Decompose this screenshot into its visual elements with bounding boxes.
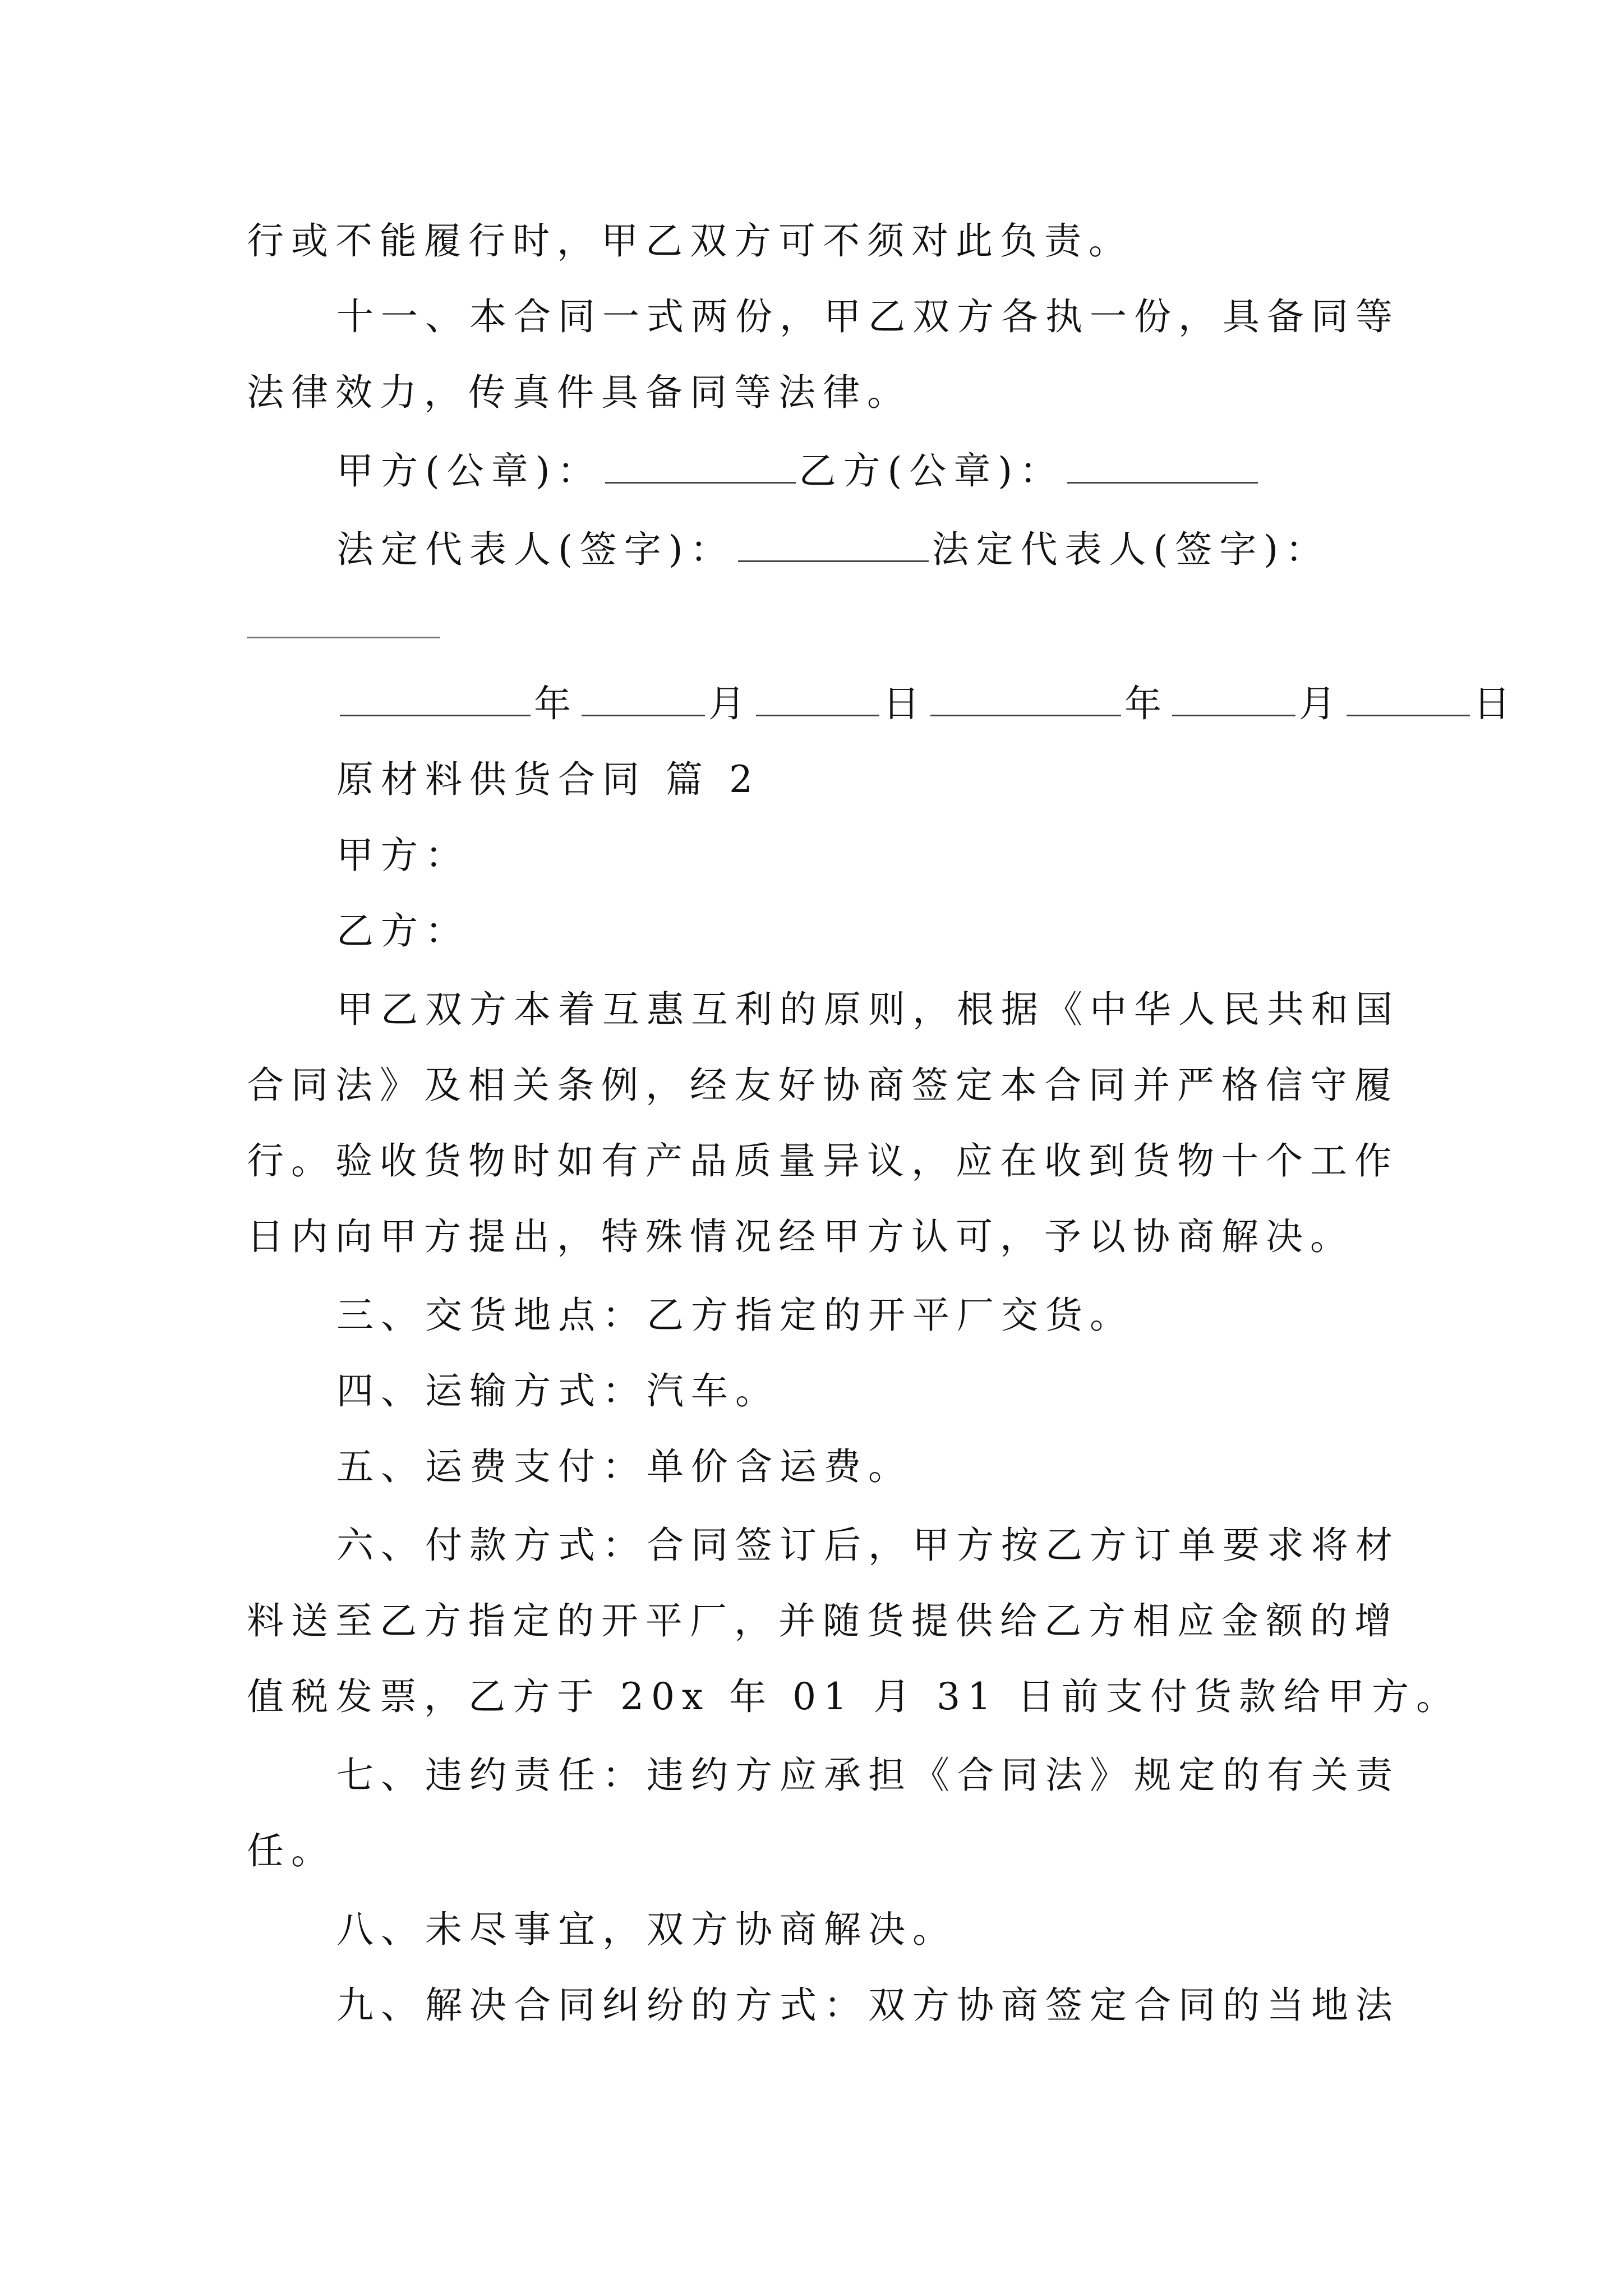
party-b-label: 乙方： (336, 909, 469, 953)
date-day-label: 日 (1473, 682, 1518, 725)
party-b-representative-label: 法定代表人(签字)： (932, 528, 1330, 571)
signature-line-representative (336, 524, 1330, 575)
paragraph-line: 七、违约责任：违约方应承担《合同法》规定的有关责 (336, 1754, 1400, 1797)
paragraph-line: 行。验收货物时如有产品质量异议，应在收到货物十个工作 (247, 1139, 1399, 1182)
paragraph-line: 六、付款方式：合同签订后，甲方按乙方订单要求将材 (336, 1524, 1400, 1567)
date-day-label: 日 (883, 682, 927, 725)
date-line (336, 679, 1518, 729)
blank-field (582, 683, 705, 716)
date-year-label: 年 (1124, 682, 1169, 725)
paragraph-line: 合同法》及相关条例，经友好协商签定本合同并严格信守履 (247, 1064, 1399, 1107)
blank-field (930, 683, 1121, 716)
party-a-label: 甲方： (336, 834, 469, 877)
paragraph-line: 料送至乙方指定的开平厂，并随货提供给乙方相应金额的增 (247, 1599, 1399, 1642)
paragraph-line: 日内向甲方提出，特殊情况经甲方认可，予以协商解决。 (247, 1215, 1354, 1258)
date-year-label: 年 (534, 682, 578, 725)
blank-field (1172, 683, 1295, 716)
party-a-representative-label: 法定代表人(签字)： (336, 528, 735, 571)
paragraph-line: 五、运费支付：单价含运费。 (336, 1445, 912, 1488)
party-b-seal-label: 乙方(公章)： (799, 449, 1064, 493)
paragraph-line: 九、解决合同纠纷的方式：双方协商签定合同的当地法 (336, 1984, 1400, 2027)
paragraph-line: 甲乙双方本着互惠互利的原则，根据《中华人民共和国 (336, 988, 1400, 1031)
paragraph-line: 行或不能履行时，甲乙双方可不须对此负责。 (247, 219, 1133, 263)
paragraph-line: 值税发票，乙方于 20x 年 01 月 31 日前支付货款给甲方。 (247, 1675, 1461, 1718)
party-a-seal-label: 甲方(公章)： (336, 449, 602, 493)
blank-field (1067, 450, 1258, 484)
date-month-label: 月 (1299, 682, 1343, 725)
paragraph-line: 法律效力，传真件具备同等法律。 (247, 371, 911, 414)
signature-line-seal (336, 446, 1261, 496)
blank-field (738, 529, 929, 562)
blank-field (605, 450, 796, 484)
paragraph-line: 三、交货地点：乙方指定的开平厂交货。 (336, 1294, 1134, 1337)
paragraph-line: 十一、本合同一式两份，甲乙双方各执一份，具备同等 (336, 295, 1400, 338)
paragraph-line: 八、未尽事宜，双方协商解决。 (336, 1908, 957, 1951)
blank-field (340, 683, 531, 716)
blank-field (1347, 683, 1470, 716)
blank-field (756, 683, 879, 716)
paragraph-line: 任。 (247, 1829, 335, 1872)
section-title: 原材料供货合同 篇 2 (336, 758, 760, 801)
date-month-label: 月 (708, 682, 753, 725)
blank-field (247, 637, 440, 638)
paragraph-line: 四、运输方式：汽车。 (336, 1369, 780, 1412)
